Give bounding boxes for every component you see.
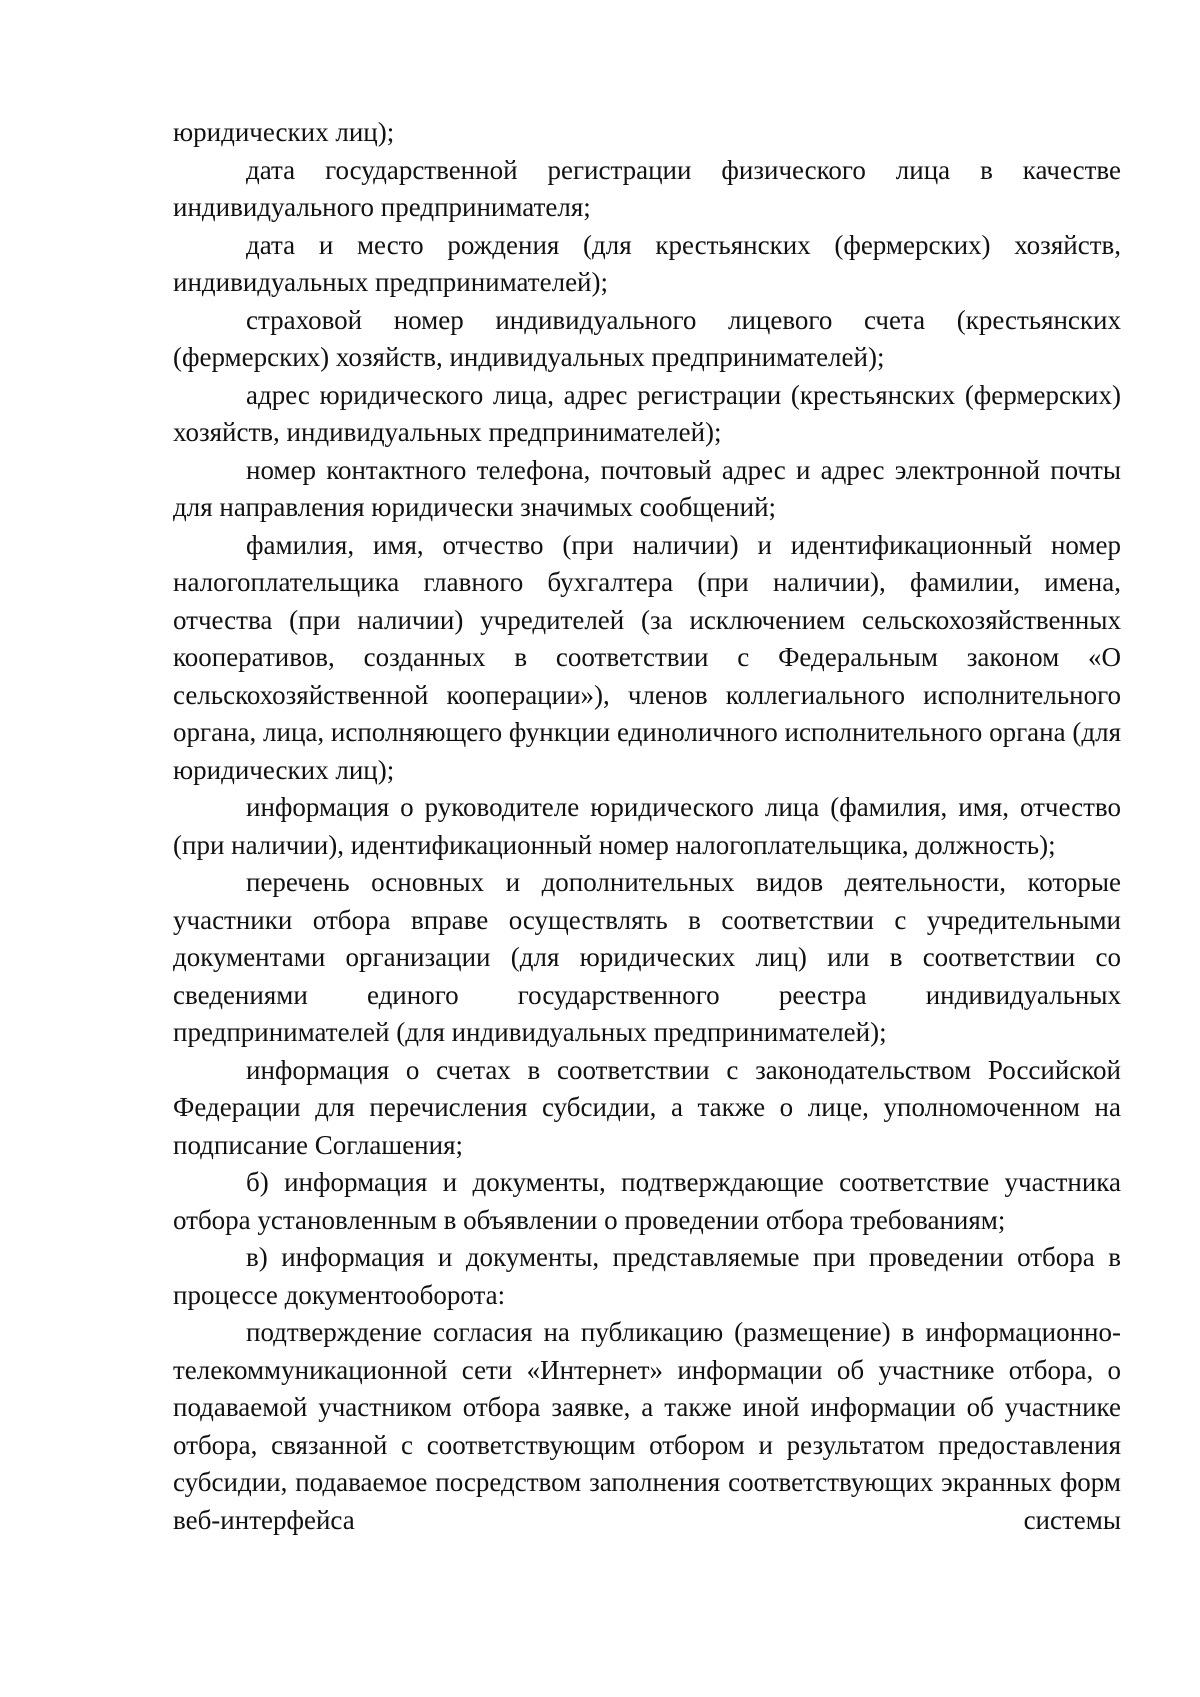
paragraph: подтверждение согласия на публикацию (размещение) в информационно-телекоммуникационной сети «Интернет» информации об участнике отбора, о подаваемой участником отбора заявке, а также иной информации об участнике отбора, связанной с соответствующим отбором и результатом предоставления субсидии, подаваемое посредством заполнения соответствующих экранных форм веб-интерфейса системы: [173, 1317, 1121, 1535]
paragraph: в) информация и документы, представляемые при проведении отбора в процессе документооборота:: [173, 1242, 1121, 1310]
paragraph: дата и место рождения (для крестьянских (фермерских) хозяйств, индивидуальных предпринимателей);: [173, 229, 1121, 297]
paragraph: адрес юридического лица, адрес регистрации (крестьянских (фермерских) хозяйств, индивидуальных предпринимателей);: [173, 379, 1121, 447]
paragraph-continuation: юридических лиц);: [173, 117, 395, 147]
paragraph: номер контактного телефона, почтовый адрес и адрес электронной почты для направления юридически значимых сообщений;: [173, 454, 1121, 522]
paragraph: дата государственной регистрации физического лица в качестве индивидуального предпринимателя;: [173, 154, 1121, 222]
paragraph: информация о счетах в соответствии с законодательством Российской Федерации для перечисления субсидии, а также о лице, уполномоченном на подписание Соглашения;: [173, 1054, 1121, 1160]
paragraph: фамилия, имя, отчество (при наличии) и идентификационный номер налогоплательщика главного бухгалтера (при наличии), фамилии, имена, отчества (при наличии) учредителей (за исключением сельскохозяйственных кооперативов, созданных в соответствии с Федеральным законом «О сельскохозяйственной кооперации»), членов коллегиального исполнительного органа, лица, исполняющего функции единоличного исполнительного органа (для юридических лиц);: [173, 529, 1121, 785]
paragraph: перечень основных и дополнительных видов деятельности, которые участники отбора вправе осуществлять в соответствии с учредительными документами организации (для юридических лиц) или в соответствии со сведениями единого государственного реестра индивидуальных предпринимателей (для индивидуальных предпринимателей);: [173, 867, 1121, 1047]
document-body: [173, 114, 1121, 1539]
paragraph: б) информация и документы, подтверждающие соответствие участника отбора установленным в объявлении о проведении отбора требованиям;: [173, 1167, 1121, 1235]
paragraph: информация о руководителе юридического лица (фамилия, имя, отчество (при наличии), идентификационный номер налогоплательщика, должность);: [173, 792, 1121, 860]
paragraph: страховой номер индивидуального лицевого счета (крестьянских (фермерских) хозяйств, индивидуальных предпринимателей);: [173, 304, 1121, 372]
